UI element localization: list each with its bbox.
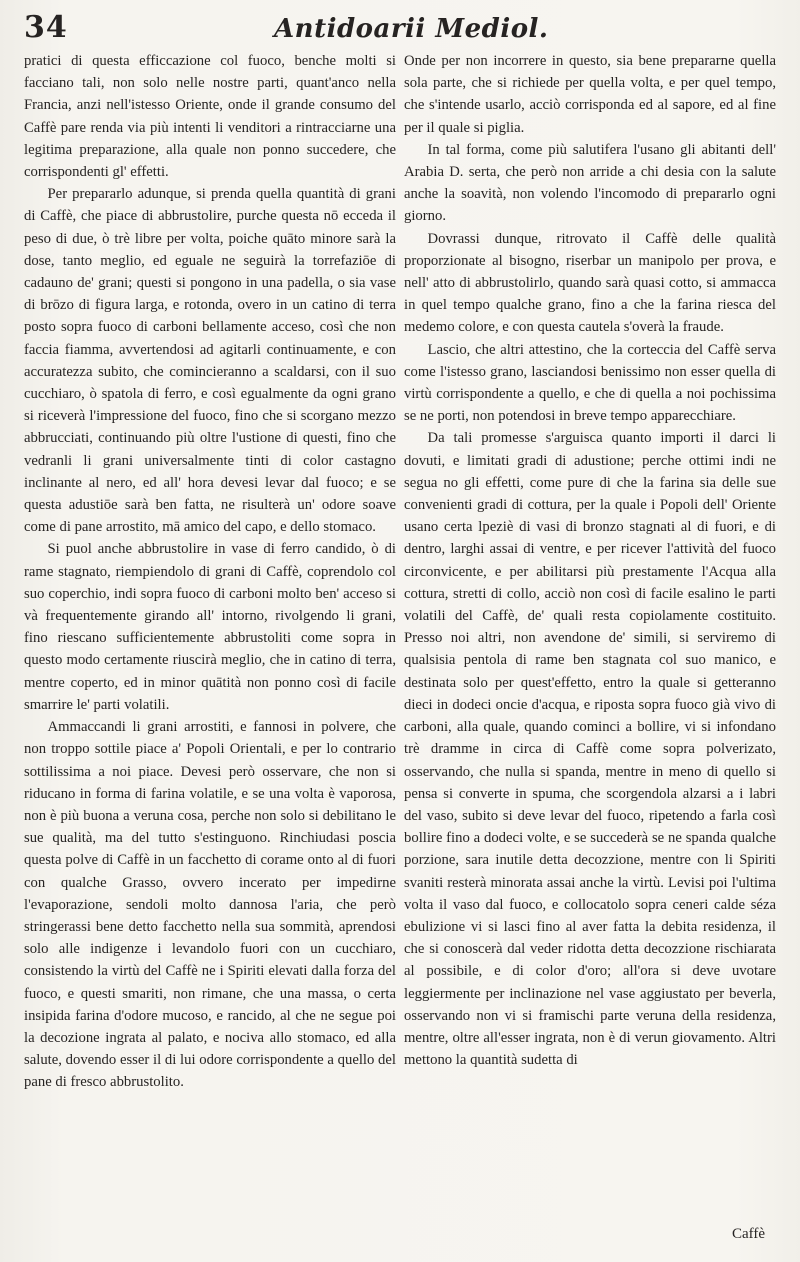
paragraph: Dovrassi dunque, ritrovato il Caffè delle qualità proporzionate al bisogno, riserbar un manipolo per prova, e nell' atto di abbrustolirlo, quando sarà quasi cotto, si ammacca in quel tempo qualche grano, fino a che la farina riesca del medemo colore, e con questa cautela s'overà la fraude.: [404, 230, 776, 336]
running-head: Antidoarii Mediol.: [274, 14, 549, 44]
paragraph: Lascio, che altri attestino, che la corteccia del Caffè serva come l'istesso grano, lasciandosi benissimo non esser quella di virtù corrispondente a quello, e che di quella a noi pochissima se ne porti, non potendosi in breve tempo apparecchiare.: [404, 341, 776, 425]
paragraph: Da tali promesse s'arguisca quanto importi il darci li dovuti, e limitati gradi di adustione; perche ottimi indi ne segua no gli effetti, come pure di che la farina sia delle sue convenienti gradi di cottura, per la quale i Popoli dell' Oriente usano certa lpeziè di vasi di bronzo stagnati al di fuori, e di dentro, larghi assai di ventre, e per ricever l'attività del fuoco circonvicente, e per abilitarsi più prestamente l'Acqua alla cottura, stretti di collo, acciò non così di facile esalino le parti volatili del Caffè, de' quali resta copiolamente costituito. Presso noi altri, non avendone de' simili, si serviremo di qualsisia pentola di rame ben stagnata col suo manico, e destinata solo per quest'effetto, entro la quale si getteranno dieci in dodeci oncie d'acqua, e riposta sopra fuoco già vivo di carboni, alla quale, quando cominci a bollire, vi si infondano trè dramme in circa di Caffè come sopra polverizato, osservando, che nulla si spanda, mentre in meno di quello si pensa si converte in spuma, che scorgendola alzarsi a i labri del vaso, subito si deve levar del fuoco, ripetendo a farla così bollire fino a dodeci volte, e se succederà se ne spanda qualche porzione, sara inutile detta decozzione, mentre con li Spiriti svaniti resterà minorata assai anche la virtù. Levisi poi l'ultima volta il vaso dal fuoco, e collocatolo sopra ceneri calde séza ebulizione vi si lasci fino al aver fatta la debita residenza, il che si conoscerà dal veder ridotta detta decozzione rischiarata al possibile, e di color d'oro; all'ora si deve uvotare leggiermente per inclinazione nel vase aggiustato per beverla, osservando non vi si framischi parte veruna della residenza, mentre, oltre all'esser ingrata, non è di verun giovamento. Altri mettono la quantità sudetta di: [404, 430, 776, 1069]
page-header: [24, 8, 776, 54]
paragraph: In tal forma, come più salutifera l'usano gli abitanti dell' Arabia D. serta, che però non arride a chi desia con la salute anche la soavità, non volendo l'incomodo di prepararlo ogni giorno.: [404, 141, 776, 225]
paragraph: Si puol anche abbrustolire in vase di ferro candido, ò di rame stagnato, riempiendolo di grani di Caffè, coprendolo col suo coperchio, indi sopra fuoco di carboni molto ben' acceso si và frequentemente girando all' intorno, rivolgendo li grani, fino riescano sufficientemente abbrustoliti come sopra in questo modo certamente riuscirà meglio, che in catino di terra, mentre coperto, ed in minor quātità non ponno così di facile smarrire le' parti volatili.: [24, 541, 396, 713]
catchword: Caffè: [732, 1226, 766, 1242]
left-column: [24, 50, 396, 1094]
page-number: 34: [24, 10, 68, 45]
paragraph: Per prepararlo adunque, si prenda quella quantità di grani di Caffè, che piace di abbrustolire, purche questa nō ecceda il peso di due, ò trè libre per volta, poiche quāto minore sarà la dose, tanto meglio, ed eguale ne seguirà la torrefaziōe di cadauno de' grani; questi si pongono in una padella, o sia vase di brōzo di figura larga, e rotonda, overo in un catino di terra posto sopra fuoco di carboni bellamente acceso, così che non faccia fiamma, avvertendosi ad agitarli continuamente, e con accuratezza subito, che comincieranno a scaldarsi, con il suo cucchiaro, ò spatola di ferro, e così egualmente da ogni grano si riceverà l'impressione del fuoco, fino che si scorgano mezzo abbrucciati, continuando più oltre l'ustione di questi, fino che vedranli li grani universalmente tinti di color castagno inclinante al nero, ed all' hora devesi levar dal fuoco; e se questa adustiōe sarà ben fatta, ne risulterà un' odore soave come di pane arrostito, mā amico del capo, e dello stomaco.: [24, 186, 396, 536]
right-column: [404, 50, 776, 1071]
paragraph: Ammaccandi li grani arrostiti, e fannosi in polvere, che non troppo sottile piace a' Popoli Orientali, e per lo contrario sottilissima a noi piace. Devesi però osservare, che non si riducano in forma di farina volatile, e se una volta è vaporosa, non è più buona a veruna cosa, perche non solo si debilitano le sue qualità, ma del tutto s'estinguono. Rinchiudasi poscia questa polve di Caffè in un facchetto di corame onto al di fuori con qualche Grasso, ovvero incerato per impedirne l'evaporazione, sendoli molto dannosa l'aria, che però stringerassi bene detto facchetto nella sua sommità, aprendosi solo alle indigenze i levandolo fuori con un cucchiaro, consistendo la virtù del Caffè ne i Spiriti elevati dalla forza del fuoco, e questi smariti, non rimane, che una massa, o certa insipida farina d'odore mucoso, e rancido, al che ne segue poi la decozione ingrata al palato, e nociva allo stomaco, ed alla salute, dovendo esser il di lui odore corrispondente a quello del pane di fresco abbrustolito.: [24, 719, 396, 1091]
paragraph: pratici di questa efficcazione col fuoco, benche molti si facciano tali, non solo nelle nostre parti, quant'anco nella Francia, anzi nell'istesso Oriente, onde il grande consumo del Caffè pare renda via più intenti li venditori a rintracciarne una legitima preparazione, alla quale non ponno succedere, che corrispondenti gl' effetti.: [24, 53, 396, 181]
paragraph: Onde per non incorrere in questo, sia bene prepararne quella sola parte, che si richiede per quella volta, e per quel tempo, che s'intende usarlo, acciò corrisponda ed al sapore, ed al fine per il quale si piglia.: [404, 53, 776, 136]
